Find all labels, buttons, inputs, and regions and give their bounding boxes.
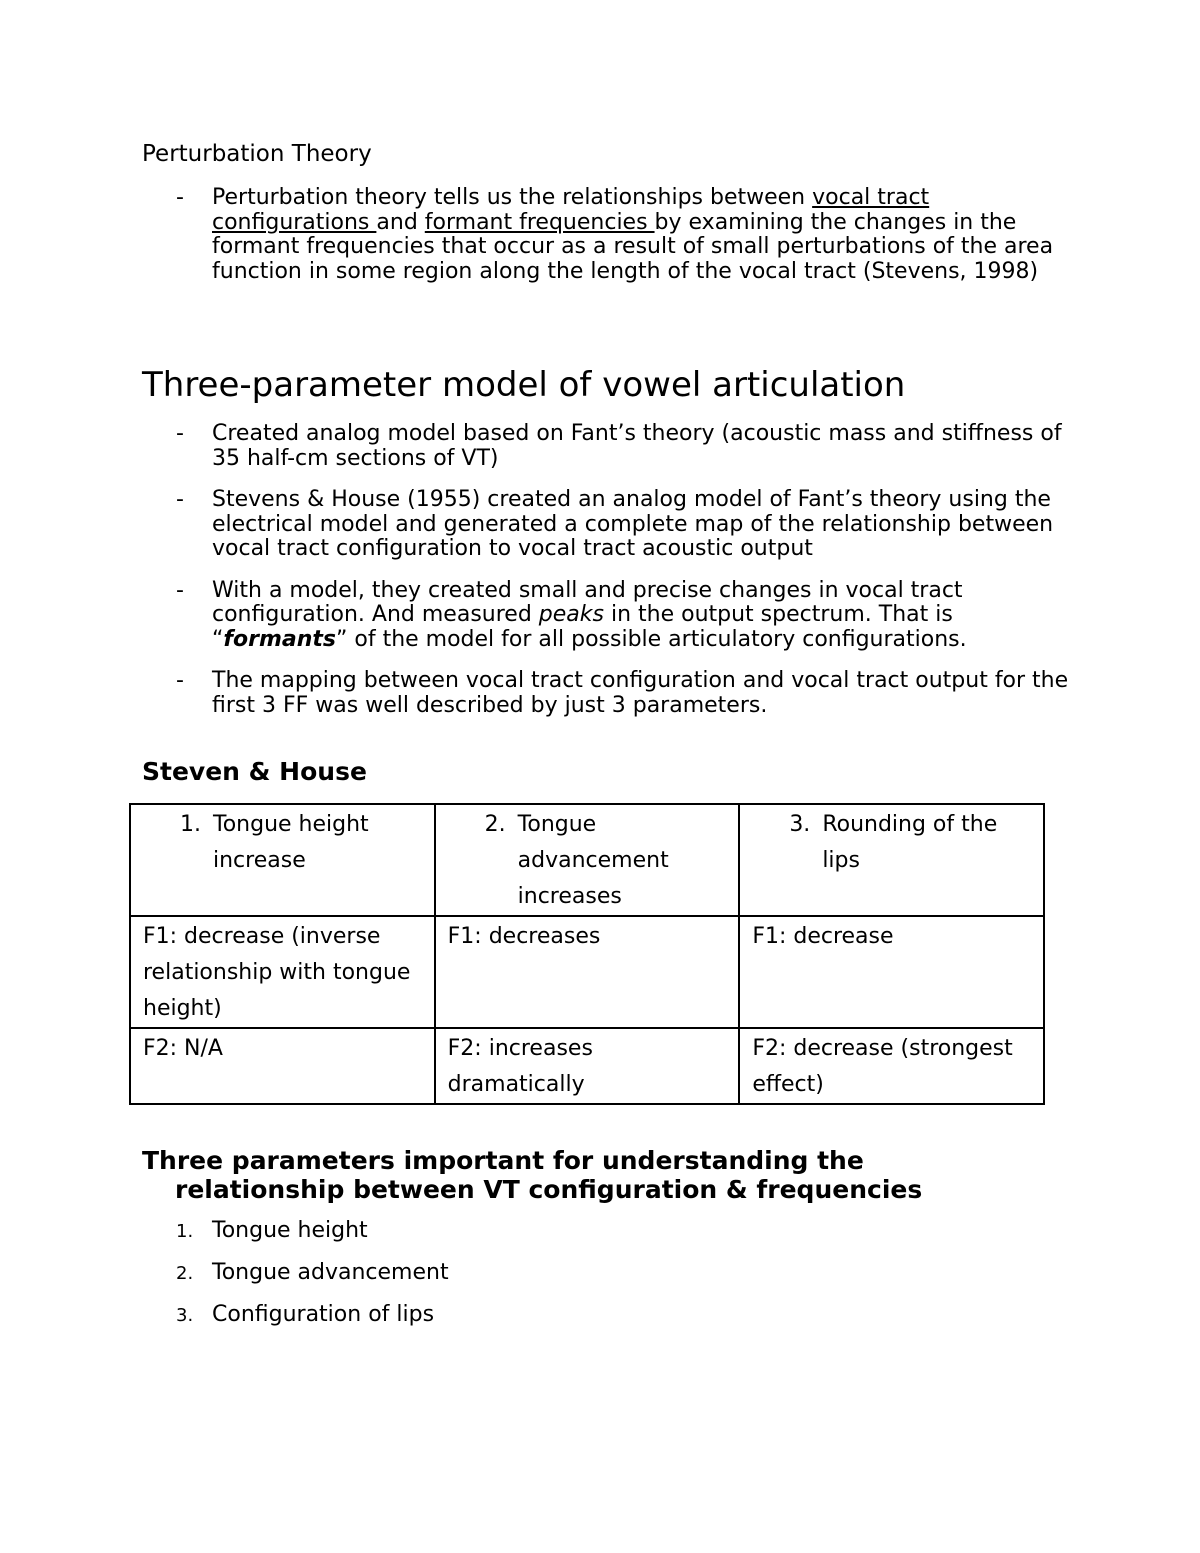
- list-item-text: The mapping between vocal tract configuration and vocal tract output for the first 3 FF was well described by just 3 parameters.: [212, 668, 1069, 718]
- three-parameter-list: [142, 422, 1082, 735]
- list-item-text: Tongue advancement: [212, 1260, 449, 1285]
- dash-bullet: -: [176, 668, 184, 693]
- heading-line: Three parameters important for understanding the: [142, 1146, 864, 1175]
- table-header-cell: [130, 804, 435, 916]
- important-parameters-heading: [142, 1146, 1042, 1204]
- list-number: 3.: [176, 1305, 194, 1326]
- steven-house-heading: Steven & House: [142, 757, 367, 786]
- underlined-term-formant-frequencies: formant frequencies: [424, 209, 655, 235]
- heading-line: relationship between VT configuration & frequencies: [175, 1175, 923, 1204]
- list-item: [142, 1300, 449, 1330]
- list-item: [142, 1216, 449, 1246]
- dash-bullet: -: [176, 577, 184, 603]
- table-row: [130, 1028, 1044, 1104]
- list-item: [142, 488, 1082, 562]
- table-row: [130, 916, 1044, 1028]
- text-run: ” of the model for all possible articulatory configurations.: [335, 626, 967, 652]
- list-item-text: Created analog model based on Fant’s theory (acoustic mass and stiffness of 35 half-cm sections of VT): [212, 421, 1062, 471]
- list-item: [142, 669, 1082, 718]
- important-parameters-list: [142, 1216, 449, 1342]
- underlined-term-vocal-tract: vocal tract configurations: [212, 185, 930, 235]
- table-cell: F1: decrease (inverse relationship with tongue height): [130, 916, 435, 1028]
- perturbation-heading: Perturbation Theory: [142, 141, 372, 167]
- header-text: Tongue height increase: [213, 812, 369, 873]
- list-number: 2.: [176, 1263, 194, 1284]
- list-item: [142, 579, 1082, 653]
- table-header-row: [130, 804, 1044, 916]
- header-text: Rounding of the lips: [822, 812, 998, 873]
- table-header-cell: [739, 804, 1044, 916]
- list-item-text: Tongue height: [212, 1218, 368, 1243]
- dash-bullet: -: [176, 421, 184, 446]
- bold-italic-term-formants: formants: [223, 626, 336, 652]
- steven-house-table: [129, 803, 1045, 1105]
- list-item: [142, 1258, 449, 1288]
- header-number: 1.: [180, 812, 201, 837]
- three-parameter-heading: Three-parameter model of vowel articulation: [142, 365, 906, 405]
- text-run: and: [376, 209, 425, 235]
- italic-term-peaks: peaks: [538, 602, 604, 627]
- header-text: Tongue advancement increases: [517, 812, 669, 909]
- table-cell: F1: decrease: [739, 916, 1044, 1028]
- header-number: 3.: [789, 812, 811, 837]
- header-number: 2.: [484, 812, 506, 837]
- text-run: With a model, they created small and precise changes in vocal tract configuration. And measured: [212, 577, 963, 627]
- perturbation-list: [142, 186, 1082, 301]
- table-header-cell: [435, 804, 740, 916]
- list-item-text: Configuration of lips: [212, 1302, 435, 1327]
- table-cell: F2: N/A: [130, 1028, 435, 1104]
- dash-bullet: -: [176, 487, 184, 512]
- table-cell: F1: decreases: [435, 916, 740, 1028]
- text-run: Perturbation theory tells us the relationships between: [212, 185, 813, 210]
- table-cell: F2: increases dramatically: [435, 1028, 740, 1104]
- list-item-text: Stevens & House (1955) created an analog model of Fant’s theory using the electrical model and generated a complete map of the relationship between vocal tract configuration to vocal tract acoustic output: [212, 487, 1054, 561]
- text-run: by examining the changes in the formant frequencies that occur as a result of small perturbations of the area function in some region along the length of the vocal tract (Stevens, 1998): [212, 209, 1054, 284]
- dash-bullet: -: [176, 185, 184, 210]
- text-run: in the output spectrum. That is “: [212, 602, 953, 652]
- list-number: 1.: [176, 1221, 194, 1242]
- list-item: [142, 186, 1082, 284]
- list-item: [142, 422, 1082, 471]
- table-cell: F2: decrease (strongest effect): [739, 1028, 1044, 1104]
